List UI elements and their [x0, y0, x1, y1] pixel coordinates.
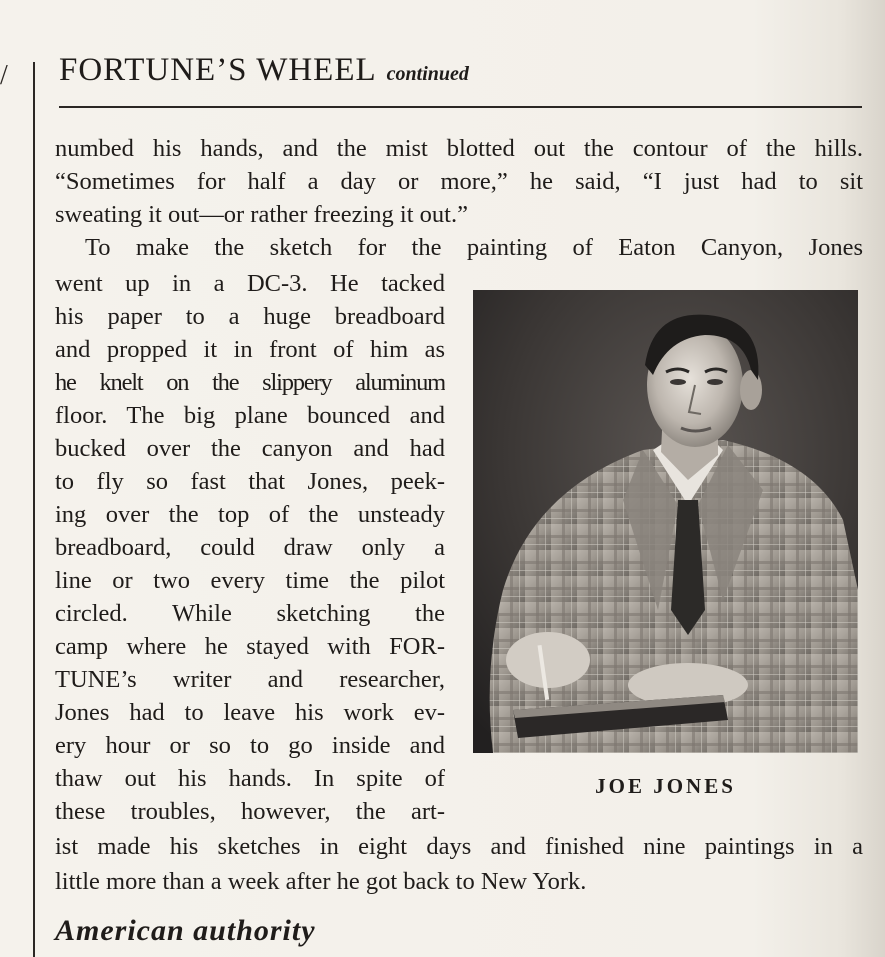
body-line: floor. The big plane bounced and — [55, 402, 445, 429]
body-line: ery hour or so to go inside and — [55, 732, 445, 759]
body-line: numbed his hands, and the mist blotted out the contour of the hills. — [55, 135, 863, 162]
body-line: and propped it in front of him as — [55, 336, 445, 363]
header-continued: continued — [386, 63, 469, 85]
page-header — [59, 52, 469, 89]
header-title: FORTUNE’S WHEEL — [59, 52, 377, 88]
header-rule — [59, 106, 862, 108]
body-line: circled. While sketching the — [55, 600, 445, 627]
body-line: ing over the top of the unsteady — [55, 501, 445, 528]
body-line: bucked over the canyon and had — [55, 435, 445, 462]
left-margin-mark: / — [0, 60, 8, 91]
body-line: sweating it out—or rather freezing it out.” — [55, 201, 468, 228]
section-subhead: American authority — [55, 914, 316, 947]
left-column-rule — [33, 62, 35, 957]
body-line: camp where he stayed with FOR- — [55, 633, 445, 660]
body-line: little more than a week after he got back to New York. — [55, 868, 587, 895]
body-line: went up in a DC-3. He tacked — [55, 270, 445, 297]
body-line: “Sometimes for half a day or more,” he said, “I just had to sit — [55, 168, 863, 195]
body-line: he knelt on the slippery aluminum — [55, 369, 445, 396]
body-line: TUNE’s writer and researcher, — [55, 666, 445, 693]
body-line: his paper to a huge breadboard — [55, 303, 445, 330]
body-line: these troubles, however, the art- — [55, 798, 445, 825]
body-line: thaw out his hands. In spite of — [55, 765, 445, 792]
body-line: ist made his sketches in eight days and finished nine paintings in a — [55, 833, 863, 860]
photo-caption: JOE JONES — [595, 774, 736, 798]
body-line: line or two every time the pilot — [55, 567, 445, 594]
body-line: to fly so fast that Jones, peek- — [55, 468, 445, 495]
body-line: breadboard, could draw only a — [55, 534, 445, 561]
body-line: Jones had to leave his work ev- — [55, 699, 445, 726]
portrait-photo — [473, 290, 858, 753]
body-line: To make the sketch for the painting of Eaton Canyon, Jones — [85, 234, 863, 261]
